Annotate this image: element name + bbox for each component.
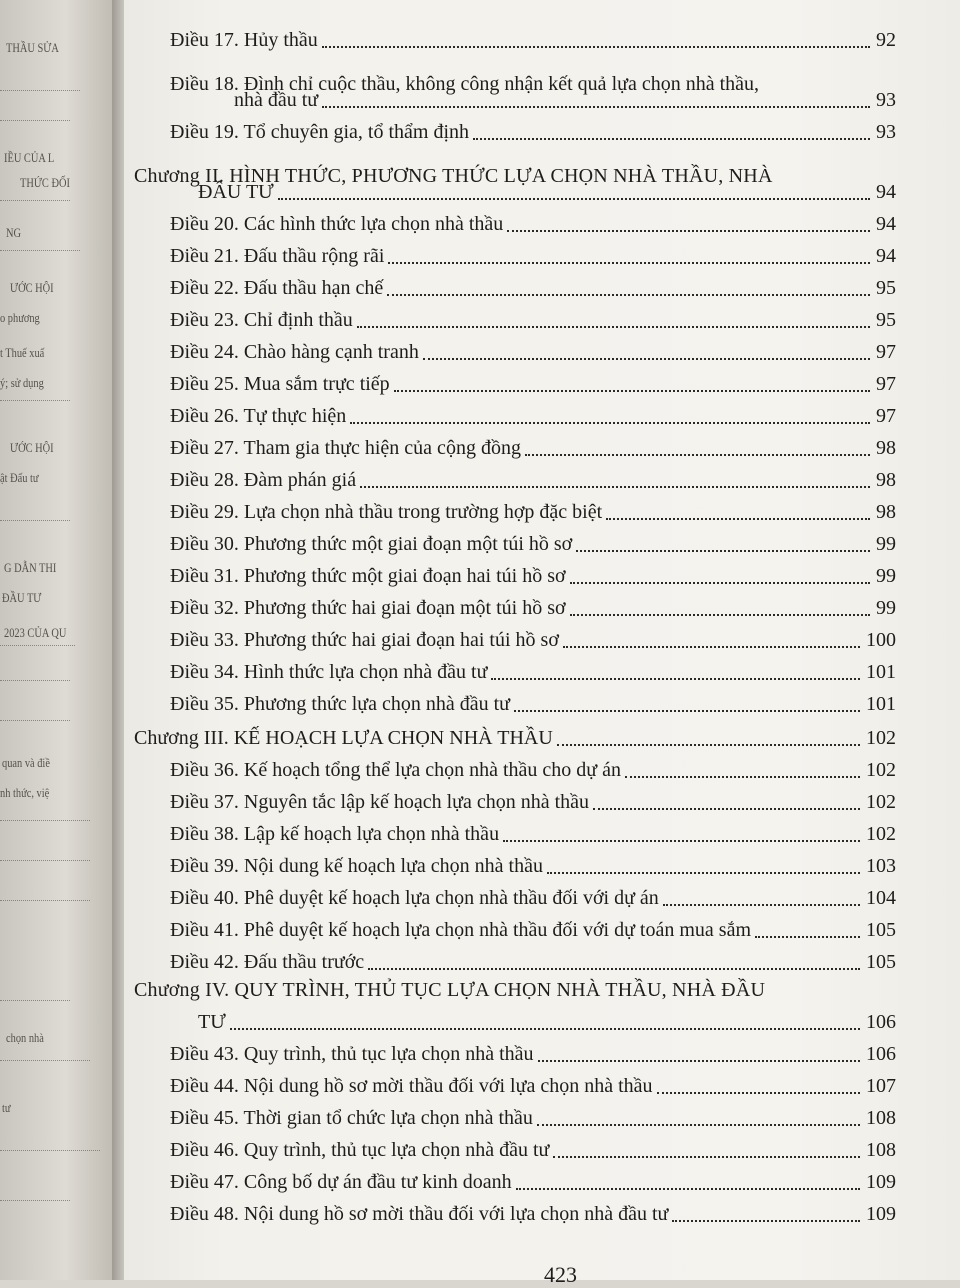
toc-chapter-row[interactable] (124, 1006, 960, 1038)
facing-page-fragment: ƯỚC HỘI (10, 280, 54, 295)
dot-leader (672, 1220, 860, 1222)
facing-page-leader (0, 120, 70, 121)
dot-leader (657, 1092, 860, 1094)
toc-page-number: 102 (866, 823, 896, 845)
facing-page-fragment: 2023 CỦA QU (4, 625, 67, 640)
toc-entry-row[interactable] (124, 24, 960, 56)
facing-page-fragment: NG (6, 225, 22, 240)
dot-leader (394, 390, 870, 392)
toc-page-number: 108 (866, 1107, 896, 1129)
toc-page-number: 104 (866, 887, 896, 909)
facing-page-leader (0, 250, 80, 251)
facing-page-leader (0, 520, 70, 521)
dot-leader (357, 326, 870, 328)
toc-entry-title: Điều 25. Mua sắm trực tiếp (170, 373, 390, 395)
toc-page-number: 101 (866, 693, 896, 715)
toc-chapter-title: Chương III. KẾ HOẠCH LỰA CHỌN NHÀ THẦU (134, 727, 553, 749)
dot-leader (388, 262, 870, 264)
toc-page-number: 103 (866, 855, 896, 877)
facing-page-fragment: tư (2, 1100, 11, 1115)
toc-entry-row[interactable] (124, 528, 960, 560)
toc-entry-title: Điều 22. Đấu thầu hạn chế (170, 277, 384, 299)
toc-chapter-title: Chương IV. QUY TRÌNH, THỦ TỤC LỰA CHỌN NHÀ THẦU, NHÀ ĐẦU (134, 979, 766, 1001)
dot-leader (570, 614, 870, 616)
table-of-contents-page (124, 0, 960, 1287)
facing-page-leader (0, 720, 70, 721)
toc-page-number: 93 (876, 121, 896, 143)
toc-page-number: 95 (876, 309, 896, 331)
toc-entry-title: Điều 40. Phê duyệt kế hoạch lựa chọn nhà thầu đối với dự án (170, 887, 659, 909)
toc-entry-title: Điều 41. Phê duyệt kế hoạch lựa chọn nhà thầu đối với dự toán mua sắm (170, 919, 752, 941)
toc-entry-title: Điều 48. Nội dung hồ sơ mời thầu đối với lựa chọn nhà đầu tư (170, 1203, 669, 1225)
dot-leader (606, 518, 870, 520)
dot-leader (516, 1188, 860, 1190)
dot-leader (593, 808, 860, 810)
toc-entry-title: Điều 19. Tổ chuyên gia, tổ thẩm định (170, 121, 470, 143)
dot-leader (553, 1156, 860, 1158)
toc-page-number: 94 (876, 245, 896, 267)
facing-page-leader (0, 400, 70, 401)
toc-entry-title: Điều 38. Lập kế hoạch lựa chọn nhà thầu (170, 823, 500, 845)
toc-entry-title: Điều 28. Đàm phán giá (170, 469, 357, 491)
toc-entry-title: Điều 44. Nội dung hồ sơ mời thầu đối với lựa chọn nhà thầu (170, 1075, 653, 1097)
toc-entry-title: Điều 18. Đình chỉ cuộc thầu, không công nhận kết quả lựa chọn nhà thầu, (170, 73, 760, 95)
facing-page-fragment: ƯỚC HỘI (10, 440, 54, 455)
toc-page-number: 102 (866, 759, 896, 781)
dot-leader (278, 198, 870, 200)
facing-page-leader (0, 860, 90, 861)
facing-page-leader (0, 200, 70, 201)
toc-entry-title: Điều 37. Nguyên tắc lập kế hoạch lựa chọn nhà thầu (170, 791, 590, 813)
toc-chapter-title: Chương II. HÌNH THỨC, PHƯƠNG THỨC LỰA CHỌN NHÀ THẦU, NHÀ (134, 165, 773, 187)
toc-page-number: 95 (876, 277, 896, 299)
dot-leader (663, 904, 860, 906)
toc-entry-row[interactable] (124, 116, 960, 148)
dot-leader (625, 776, 860, 778)
toc-entry-title: Điều 29. Lựa chọn nhà thầu trong trường hợp đặc biệt (170, 501, 603, 523)
dot-leader (514, 710, 860, 712)
facing-page-fragment: quan và điề (2, 755, 50, 770)
dot-leader (322, 46, 870, 48)
toc-page-number: 99 (876, 533, 896, 555)
toc-entry-row[interactable] (124, 656, 960, 688)
toc-entry-title: Điều 23. Chỉ định thầu (170, 309, 353, 331)
toc-entry-title: Điều 24. Chào hàng cạnh tranh (170, 341, 419, 363)
toc-entry-row[interactable] (124, 1070, 960, 1102)
facing-page-leader (0, 1060, 90, 1061)
toc-entry-row[interactable] (124, 914, 960, 946)
toc-entry-continuation: ĐẦU TƯ (198, 181, 274, 203)
toc-entry-row[interactable] (124, 304, 960, 336)
facing-page-fragment: ật Đấu tư (0, 470, 39, 485)
dot-leader (525, 454, 870, 456)
toc-entry-title: Điều 30. Phương thức một giai đoạn một túi hồ sơ (170, 533, 573, 555)
toc-page-number: 99 (876, 597, 896, 619)
toc-page-number: 92 (876, 29, 896, 51)
toc-page-number: 100 (866, 629, 896, 651)
toc-entry-title: Điều 45. Thời gian tổ chức lựa chọn nhà thầu (170, 1107, 533, 1129)
toc-entry-row[interactable] (124, 1134, 960, 1166)
toc-entry-row[interactable] (124, 754, 960, 786)
toc-entry-title: Điều 43. Quy trình, thủ tục lựa chọn nhà thầu (170, 1043, 534, 1065)
toc-entry-title: Điều 34. Hình thức lựa chọn nhà đầu tư (170, 661, 488, 683)
toc-entry-title: Điều 20. Các hình thức lựa chọn nhà thầu (170, 213, 504, 235)
toc-entry-row[interactable] (124, 560, 960, 592)
toc-list (124, 0, 960, 1280)
toc-entry-row[interactable] (124, 336, 960, 368)
toc-page-number: 97 (876, 341, 896, 363)
toc-page-number: 108 (866, 1139, 896, 1161)
toc-page-number: 98 (876, 437, 896, 459)
facing-page-leader (0, 90, 80, 91)
toc-entry-row[interactable] (124, 882, 960, 914)
facing-page-fragment: G DẪN THI (4, 560, 57, 575)
facing-page-fragment: t Thuế xuấ (0, 345, 45, 360)
toc-entry-continuation: TƯ (198, 1011, 226, 1033)
toc-page-number: 97 (876, 405, 896, 427)
toc-page-number: 101 (866, 661, 896, 683)
dot-leader (547, 872, 860, 874)
toc-page-number: 107 (866, 1075, 896, 1097)
toc-entry-title: Điều 21. Đấu thầu rộng rãi (170, 245, 385, 267)
toc-chapter-row[interactable] (124, 722, 960, 754)
toc-entry-row[interactable] (124, 688, 960, 720)
dot-leader (576, 550, 870, 552)
toc-page-number: 102 (866, 791, 896, 813)
dot-leader (322, 106, 870, 108)
dot-leader (755, 936, 860, 938)
toc-entry-row[interactable] (124, 84, 960, 116)
toc-page-number: 99 (876, 565, 896, 587)
toc-entry-title: Điều 36. Kế hoạch tổng thể lựa chọn nhà thầu cho dự án (170, 759, 621, 781)
dot-leader (503, 840, 860, 842)
toc-entry-title: Điều 39. Nội dung kế hoạch lựa chọn nhà thầu (170, 855, 543, 877)
toc-entry-row[interactable] (124, 464, 960, 496)
toc-entry-row[interactable] (124, 368, 960, 400)
dot-leader (557, 744, 860, 746)
facing-page-fragment: THỨC ĐỐI (20, 175, 70, 190)
toc-entry-row[interactable] (124, 208, 960, 240)
toc-entry-title: Điều 17. Hủy thầu (170, 29, 318, 51)
page-number: 423 (544, 1262, 577, 1287)
toc-entry-title: Điều 46. Quy trình, thủ tục lựa chọn nhà đầu tư (170, 1139, 550, 1161)
facing-page-fragment: ĐẦU TƯ (2, 590, 42, 605)
dot-leader (563, 646, 860, 648)
toc-entry-title: Điều 35. Phương thức lựa chọn nhà đầu tư (170, 693, 510, 715)
toc-entry-row[interactable] (124, 818, 960, 850)
facing-page-fragment: nh thức, việ (0, 785, 50, 800)
toc-entry-row[interactable] (124, 624, 960, 656)
dot-leader (423, 358, 870, 360)
facing-page-leader (0, 820, 90, 821)
toc-entry-title: Điều 33. Phương thức hai giai đoạn hai túi hồ sơ (170, 629, 559, 651)
toc-page-number: 109 (866, 1171, 896, 1193)
facing-page-fragment: IỀU CỦA L (4, 150, 55, 165)
facing-page-fragment: ý; sử dụng (0, 375, 44, 390)
toc-entry-row[interactable] (124, 1166, 960, 1198)
toc-entry-row[interactable] (124, 240, 960, 272)
toc-page-number: 102 (866, 727, 896, 749)
toc-entry-row[interactable] (124, 1198, 960, 1230)
facing-page-leader (0, 900, 90, 901)
toc-page-number: 94 (876, 213, 896, 235)
toc-entry-row[interactable] (124, 272, 960, 304)
toc-entry-row[interactable] (124, 1102, 960, 1134)
toc-page-number: 105 (866, 951, 896, 973)
toc-entry-title: Điều 26. Tự thực hiện (170, 405, 347, 427)
facing-page-fragment: o phương (0, 310, 40, 325)
toc-entry-title: Điều 47. Công bố dự án đầu tư kinh doanh (170, 1171, 512, 1193)
toc-entry-title: Điều 32. Phương thức hai giai đoạn một túi hồ sơ (170, 597, 566, 619)
dot-leader (350, 422, 870, 424)
toc-entry-row[interactable] (124, 850, 960, 882)
dot-leader (538, 1060, 860, 1062)
toc-entry-row[interactable] (124, 786, 960, 818)
dot-leader (537, 1124, 860, 1126)
toc-page-number: 97 (876, 373, 896, 395)
dot-leader (360, 486, 870, 488)
facing-page-fragment: chọn nhà (6, 1030, 44, 1045)
toc-page-number: 94 (876, 181, 896, 203)
toc-page-number: 93 (876, 89, 896, 111)
toc-page-number: 98 (876, 501, 896, 523)
toc-entry-title: Điều 42. Đấu thầu trước (170, 951, 365, 973)
toc-page-number: 109 (866, 1203, 896, 1225)
toc-entry-row[interactable] (124, 496, 960, 528)
toc-page-number: 106 (866, 1043, 896, 1065)
toc-entry-continuation: nhà đầu tư (234, 89, 319, 111)
dot-leader (387, 294, 870, 296)
dot-leader (473, 138, 870, 140)
toc-entry-row[interactable] (124, 432, 960, 464)
facing-page-leader (0, 1000, 70, 1001)
toc-chapter-row[interactable] (124, 176, 960, 208)
dot-leader (507, 230, 870, 232)
toc-entry-title: Điều 31. Phương thức một giai đoạn hai túi hồ sơ (170, 565, 566, 587)
toc-entry-row[interactable] (124, 400, 960, 432)
toc-entry-row[interactable] (124, 1038, 960, 1070)
dot-leader (491, 678, 860, 680)
facing-page-fragment: THẦU SỬA (6, 40, 59, 55)
toc-entry-row[interactable] (124, 592, 960, 624)
dot-leader (230, 1028, 860, 1030)
facing-page-leader (0, 645, 75, 646)
facing-page-leader (0, 680, 70, 681)
facing-page-leader (0, 1150, 100, 1151)
toc-page-number: 98 (876, 469, 896, 491)
facing-page (0, 0, 118, 1280)
dot-leader (368, 968, 860, 970)
toc-page-number: 105 (866, 919, 896, 941)
dot-leader (570, 582, 870, 584)
facing-page-leader (0, 1200, 70, 1201)
toc-entry-title: Điều 27. Tham gia thực hiện của cộng đồng (170, 437, 521, 459)
toc-page-number: 106 (866, 1011, 896, 1033)
